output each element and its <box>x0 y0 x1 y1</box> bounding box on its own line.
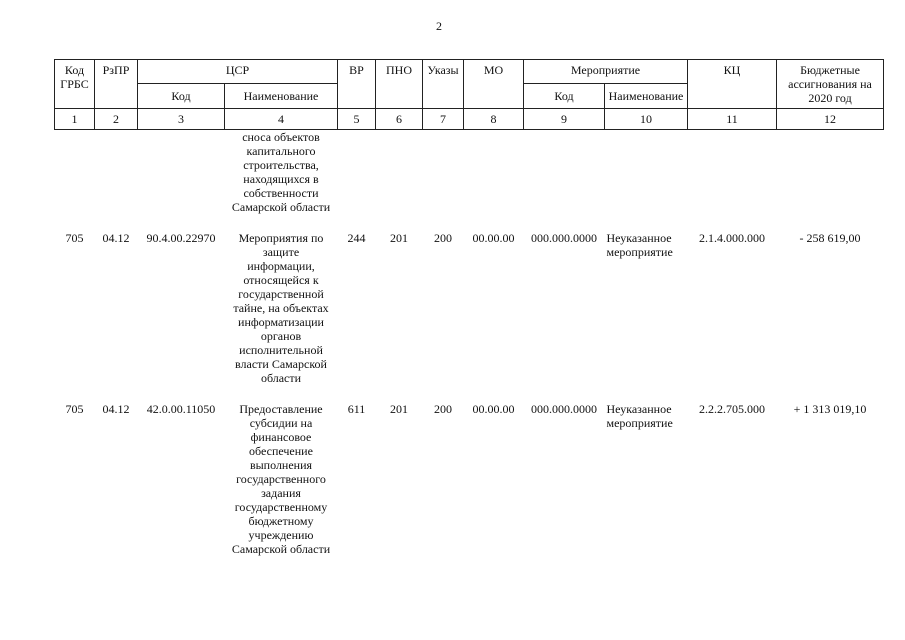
cell-grbs: 705 <box>65 231 84 245</box>
header-mo: МО <box>464 60 524 109</box>
cell-vr: 611 <box>347 402 366 416</box>
column-number: 8 <box>464 109 524 130</box>
header-row-1 <box>55 60 884 84</box>
cell-mer-name: Неуказанное мероприятие <box>606 231 673 259</box>
cell-mo: 00.00.00 <box>472 402 515 416</box>
column-number: 2 <box>95 109 138 130</box>
column-number: 3 <box>138 109 225 130</box>
cell-amount: - 258 619,00 <box>799 231 861 245</box>
cell-csr-name: Предоставление субсидии на финансовое обеспечение выполнения государственного задания государственному бюджетному учреждению Самарской области <box>231 402 331 556</box>
cell-vr: 244 <box>347 231 366 245</box>
column-number-row <box>55 109 884 130</box>
cell-ukazy: 200 <box>434 402 452 416</box>
cell-mer-name: Неуказанное мероприятие <box>606 402 673 430</box>
cell-mer-kod: 000.000.0000 <box>531 402 597 416</box>
budget-table <box>54 59 884 556</box>
header-mer-kod: Код <box>524 84 605 109</box>
continuation-text: сноса объектов капитального строительства, находящихся в собственности Самарской области <box>231 130 331 214</box>
cell-kc: 2.1.4.000.000 <box>699 231 766 245</box>
header-rzpr: РзПР <box>95 60 138 109</box>
continuation-row <box>55 130 884 215</box>
header-budget: Бюджетные ассигнования на 2020 год <box>777 60 884 109</box>
column-number: 10 <box>605 109 688 130</box>
cell-ukazy: 200 <box>434 231 452 245</box>
header-csr-name: Наименование <box>225 84 338 109</box>
cell-rzpr: 04.12 <box>102 231 130 245</box>
table-row <box>55 224 884 385</box>
column-number: 11 <box>688 109 777 130</box>
cell-kc: 2.2.2.705.000 <box>699 402 766 416</box>
column-number: 5 <box>338 109 376 130</box>
cell-pno: 201 <box>390 231 408 245</box>
header-kc: КЦ <box>688 60 777 109</box>
cell-csr-kod: 42.0.00.11050 <box>146 402 216 416</box>
cell-pno: 201 <box>390 402 408 416</box>
header-vr: ВР <box>338 60 376 109</box>
cell-csr-name: Мероприятия по защите информации, относящейся к государственной тайне, на объектах информатизации органов исполнительной власти Самарской области <box>233 231 329 385</box>
column-number: 7 <box>423 109 464 130</box>
header-csr-kod: Код <box>138 84 225 109</box>
column-number: 9 <box>524 109 605 130</box>
header-ukazy: Указы <box>423 60 464 109</box>
cell-mo: 00.00.00 <box>472 231 515 245</box>
column-number: 12 <box>777 109 884 130</box>
table-row <box>55 395 884 556</box>
column-number: 1 <box>55 109 95 130</box>
column-number: 4 <box>225 109 338 130</box>
cell-mer-kod: 000.000.0000 <box>531 231 597 245</box>
header-mer-name: Наименование <box>605 84 688 109</box>
header-csr: ЦСР <box>138 60 338 84</box>
header-kod-grbs: Код ГРБС <box>55 60 95 109</box>
cell-csr-kod: 90.4.00.22970 <box>146 231 216 245</box>
cell-grbs: 705 <box>65 402 84 416</box>
cell-rzpr: 04.12 <box>102 402 130 416</box>
column-number: 6 <box>376 109 423 130</box>
cell-amount: + 1 313 019,10 <box>793 402 867 416</box>
header-pno: ПНО <box>376 60 423 109</box>
page-number: 2 <box>436 19 442 33</box>
header-meropriyatie: Мероприятие <box>524 60 688 84</box>
